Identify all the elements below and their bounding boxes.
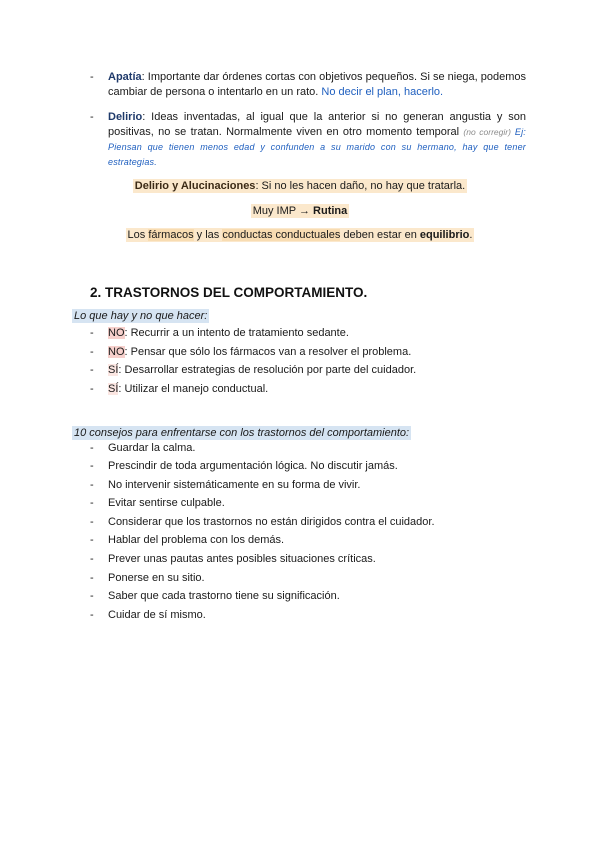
summary-line-2	[0, 204, 600, 219]
tag-si: SÍ	[108, 383, 119, 395]
summary-line-1-rest: : Si no les hacen daño, no hay que tratarla.	[255, 180, 466, 192]
list-item-text: : Utilizar el manejo conductual.	[118, 383, 269, 395]
delirio-example: Ej: Piensan que tienen menos edad y confunden a su marido con su hermano, hay que tener estrategias.	[108, 127, 526, 167]
tips-heading: 10 consejos para enfrentarse con los trastornos del comportamiento:	[74, 427, 410, 439]
list-item-text: : Recurrir a un intento de tratamiento sedante.	[124, 327, 349, 339]
list-item	[90, 552, 376, 567]
list-item	[90, 496, 225, 511]
bullet-dash: -	[90, 327, 94, 339]
delirio-description: : Ideas inventadas, al igual que la anterior si no generan angustia y son positivas, no se tratan. Normalmente viven en otro momento temporal	[108, 111, 526, 138]
list-item	[90, 459, 398, 474]
bullet-dash: -	[90, 111, 94, 123]
bullet-dash: -	[90, 364, 94, 376]
summary-line-3-g: .	[469, 229, 473, 241]
list-item-text: Considerar que los trastornos no están dirigidos contra el cuidador.	[108, 516, 435, 528]
tag-no: NO	[108, 346, 125, 358]
list-item	[90, 533, 284, 548]
summary-rutina: Rutina	[309, 205, 348, 217]
summary-delirio-alucinaciones: Delirio y Alucinaciones	[134, 180, 256, 192]
bullet-dash: -	[90, 346, 94, 358]
tag-si: SÍ	[108, 364, 119, 376]
bullet-dash: -	[90, 442, 94, 454]
list-item-text: : Desarrollar estrategias de resolución por parte del cuidador.	[118, 364, 417, 376]
list-item-text: : Pensar que sólo los fármacos van a resolver el problema.	[124, 346, 412, 358]
list-item	[90, 608, 206, 623]
summary-line-1	[0, 179, 600, 194]
list-item-text: Prever unas pautas antes posibles situaciones críticas.	[108, 553, 376, 565]
list-item-text: Saber que cada trastorno tiene su significación.	[108, 590, 340, 602]
list-item	[90, 326, 349, 341]
bullet-dash: -	[90, 383, 94, 395]
bullet-dash: -	[90, 553, 94, 565]
summary-conductas: conductas conductuales	[222, 229, 341, 241]
bullet-dash: -	[90, 71, 94, 83]
bullet-delirio	[90, 110, 526, 170]
term-apatia: Apatía	[108, 71, 142, 83]
summary-muy-imp: Muy IMP	[252, 205, 299, 217]
list-item-text: No intervenir sistemáticamente en su forma de vivir.	[108, 479, 361, 491]
list-item	[90, 363, 416, 378]
bullet-apatia-text	[108, 70, 526, 100]
list-item	[90, 589, 340, 604]
list-item-text: Hablar del problema con los demás.	[108, 534, 285, 546]
bullet-apatia	[90, 70, 526, 100]
bullet-dash: -	[90, 479, 94, 491]
bullet-dash: -	[90, 590, 94, 602]
section-title: 2. TRASTORNOS DEL COMPORTAMIENTO.	[90, 285, 368, 300]
apatia-description: : Importante dar órdenes cortas con objetivos pequeños. Si se niega, podemos cambiar de persona o intentarlo en un rato.	[108, 71, 526, 98]
bullet-dash: -	[90, 460, 94, 472]
list-item-text: Evitar sentirse culpable.	[108, 497, 225, 509]
term-delirio: Delirio	[108, 111, 143, 123]
summary-equilibrio: equilibrio	[419, 229, 470, 241]
bullet-dash: -	[90, 609, 94, 621]
bullet-dash: -	[90, 572, 94, 584]
list-item	[90, 478, 361, 493]
bullet-dash: -	[90, 534, 94, 546]
bullet-dash: -	[90, 516, 94, 528]
delirio-grey-note: (no corregir)	[463, 127, 511, 137]
summary-line-3-e: deben estar en	[340, 229, 420, 241]
arrow-right-icon: →	[298, 205, 310, 217]
list-item	[90, 382, 268, 397]
list-item-text: Guardar la calma.	[108, 442, 196, 454]
list-item-text: Prescindir de toda argumentación lógica. No discutir jamás.	[108, 460, 398, 472]
list-item	[90, 515, 435, 530]
list-item	[90, 345, 411, 360]
summary-line-3	[0, 228, 600, 243]
bullet-dash: -	[90, 497, 94, 509]
list-item-text: Cuidar de sí mismo.	[108, 609, 206, 621]
list-item-text: Ponerse en su sitio.	[108, 572, 205, 584]
list-item	[90, 441, 195, 456]
summary-line-3-a: Los	[127, 229, 149, 241]
summary-farmacos: fármacos	[148, 229, 194, 241]
list-item	[90, 571, 205, 586]
summary-line-3-c: y las	[193, 229, 223, 241]
bullet-delirio-text	[108, 110, 526, 170]
what-to-do-heading: Lo que hay y no que hacer:	[74, 310, 208, 322]
tag-no: NO	[108, 327, 125, 339]
apatia-note: No decir el plan, hacerlo.	[321, 86, 444, 98]
